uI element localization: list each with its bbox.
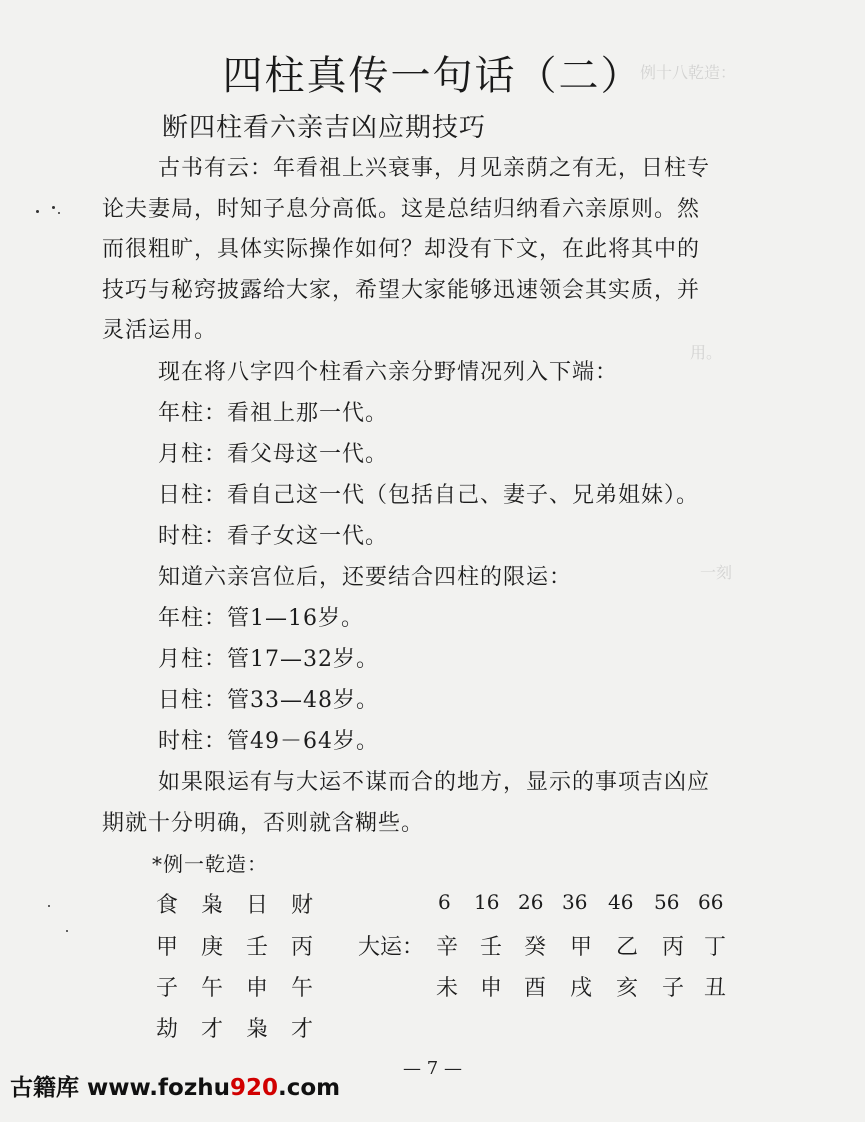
scan-speck xyxy=(52,206,55,209)
dayun-label: 大运： xyxy=(358,935,425,960)
page-title: 四柱真传一句话（二） xyxy=(222,53,643,99)
paragraph-line: 期就十分明确，否则就含糊些。 xyxy=(102,811,425,836)
ten-god: 枭 xyxy=(201,893,224,918)
paragraph-line: 而很粗旷，具体实际操作如何？却没有下文，在此将其中的 xyxy=(102,237,701,262)
dayun-stem: 甲 xyxy=(570,935,593,960)
paragraph-line: 知道六亲宫位后，还要结合四柱的限运： xyxy=(158,565,573,590)
heavenly-stem: 丙 xyxy=(291,935,314,960)
hidden-god: 枭 xyxy=(246,1017,269,1042)
paragraph-line: 论夫妻局，时知子息分高低。这是总结归纳看六亲原则。然 xyxy=(102,197,701,222)
ten-god: 财 xyxy=(291,893,314,918)
watermark-url-digits: 920 xyxy=(229,1075,278,1101)
paragraph-line: 灵活运用。 xyxy=(102,318,218,343)
dayun-stem: 乙 xyxy=(616,935,639,960)
pillar-line: 年柱：看祖上那一代。 xyxy=(158,401,389,426)
section-heading: 断四柱看六亲吉凶应期技巧 xyxy=(162,113,487,143)
dayun-age: 66 xyxy=(698,890,724,914)
earthly-branch: 申 xyxy=(246,976,269,1001)
hidden-god: 才 xyxy=(201,1017,224,1042)
ten-god: 日 xyxy=(246,893,269,918)
ten-god: 食 xyxy=(156,893,179,918)
dayun-branch: 未 xyxy=(436,976,459,1001)
heavenly-stem: 甲 xyxy=(156,935,179,960)
bleed-through-fragment: 例十八乾造： xyxy=(640,63,737,82)
dayun-age: 46 xyxy=(608,890,634,914)
watermark-url-suffix: .com xyxy=(277,1075,341,1101)
age-range-line: 时柱：管49－64岁。 xyxy=(158,729,379,754)
dayun-stem: 丁 xyxy=(704,935,727,960)
dayun-age: 36 xyxy=(562,890,588,914)
earthly-branch: 午 xyxy=(291,976,314,1001)
dayun-branch: 戌 xyxy=(570,976,593,1001)
dayun-stem: 辛 xyxy=(436,935,459,960)
earthly-branch: 午 xyxy=(201,976,224,1001)
dayun-age: 16 xyxy=(474,890,500,914)
example-label: *例一乾造： xyxy=(152,852,268,876)
dayun-branch: 申 xyxy=(480,976,503,1001)
age-range-line: 日柱：管33—48岁。 xyxy=(158,688,379,713)
paragraph-line: 技巧与秘窍披露给大家，希望大家能够迅速领会其实质，并 xyxy=(102,278,701,303)
paragraph-line: 现在将八字四个柱看六亲分野情况列入下端： xyxy=(158,360,619,385)
pillar-line: 月柱：看父母这一代。 xyxy=(158,442,389,467)
dayun-age: 6 xyxy=(438,890,451,914)
scan-speck xyxy=(66,930,68,932)
paragraph-line: 如果限运有与大运不谋而合的地方，显示的事项吉凶应 xyxy=(158,770,711,795)
pillar-line: 日柱：看自己这一代（包括自己、妻子、兄弟姐妹）。 xyxy=(158,483,700,508)
heavenly-stem: 壬 xyxy=(246,935,269,960)
watermark-brand: 古籍库 xyxy=(10,1075,79,1101)
bleed-through-fragment: 一刻 xyxy=(700,563,733,582)
scan-speck xyxy=(58,212,60,214)
dayun-branch: 亥 xyxy=(616,976,639,1001)
dayun-stem: 壬 xyxy=(480,935,503,960)
dayun-stem: 丙 xyxy=(662,935,685,960)
pillar-line: 时柱：看子女这一代。 xyxy=(158,524,389,549)
dayun-age: 56 xyxy=(654,890,680,914)
dayun-branch: 丑 xyxy=(704,976,727,1001)
site-watermark[interactable] xyxy=(10,1069,340,1102)
dayun-branch: 子 xyxy=(662,976,685,1001)
age-range-line: 月柱：管17—32岁。 xyxy=(158,647,379,672)
paragraph-line: 古书有云：年看祖上兴衰事，月见亲荫之有无，日柱专 xyxy=(158,156,711,181)
scan-speck xyxy=(36,210,39,213)
heavenly-stem: 庚 xyxy=(201,935,224,960)
watermark-url-prefix: www.fozhu xyxy=(87,1075,230,1101)
dayun-branch: 酉 xyxy=(524,976,547,1001)
dayun-age: 26 xyxy=(518,890,544,914)
hidden-god: 劫 xyxy=(156,1017,179,1042)
earthly-branch: 子 xyxy=(156,976,179,1001)
bleed-through-fragment: 用。 xyxy=(690,343,723,362)
hidden-god: 才 xyxy=(291,1017,314,1042)
dayun-stem: 癸 xyxy=(524,935,547,960)
scan-speck xyxy=(48,905,50,907)
page-number: — 7 — xyxy=(403,1058,462,1079)
age-range-line: 年柱：管1—16岁。 xyxy=(158,606,364,631)
